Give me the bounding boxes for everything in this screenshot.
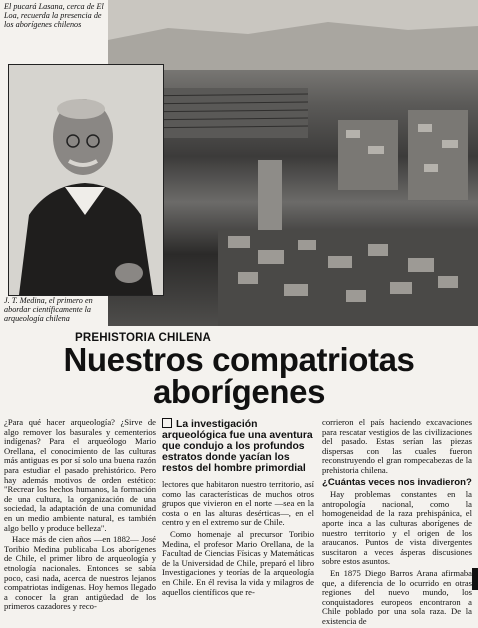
paragraph: Hace más de cien años —en 1882— José Toribio Medina publicaba Los aborígenes de Chile, el primer libro de arqueología y etnología nacionales. Entonces se sabía poco, casi nada, acerca de nuestros lejanos compatriotas indígenas. Hoy hemos llegado a conocer la gran antigüedad de los primeros cazadores y reco-: [4, 534, 156, 612]
section-kicker: PREHISTORIA CHILENA: [75, 332, 212, 344]
article-column-3: [322, 418, 472, 628]
subheading: ¿Cuántas veces nos invadieron?: [322, 476, 472, 488]
photo-caption-top: El pucará Lasana, cerca de El Loa, recuerda la presencia de los aborígenes chilenos: [4, 2, 104, 29]
portrait-caption: J. T. Medina, el primero en abordar científicamente la arqueología chilena: [4, 296, 93, 323]
page-edge-marker: [472, 568, 478, 590]
paragraph: Como homenaje al precursor Toribio Medina, el profesor Mario Orellana, de la Facultad de Ciencias Físicas y Matemáticas de la Universidad de Chile, preparó el libro Investigaciones y teorías de la arqueología en Chile. En él revisa la vida y milagros de aquellos científicos que re-: [162, 528, 314, 597]
portrait-photo: [8, 64, 164, 296]
headline: [0, 341, 478, 410]
article-column-1: [4, 418, 156, 614]
paragraph: Hay problemas constantes en la antropología nacional, como la homogeneidad de la raza prehispánica, el aporte inca a las culturas aborígenes de nuestro territorio y el origen de los araucanos. Puntos de vista divergentes suscitaron a veces ásperas discusiones sobre estos asuntos.: [322, 489, 472, 567]
headline-line-1: Nuestros compatriotas: [63, 341, 415, 378]
square-bullet-icon: [162, 418, 172, 428]
paragraph: lectores que habitaron nuestro territorio, así como las características de muchos otros grupos que vivieron en el norte —sea en la costa o en las alturas desérticas—, en el centro y en el extremo sur de Chile.: [162, 479, 314, 528]
paragraph: ¿Para qué hacer arqueología? ¿Sirve de algo remover los basurales y cementerios indígenas? Para el arqueólogo Mario Orellana, el conocimiento de las culturas más antiguas es por sí solo una buena razón para estudiar el pasado prehistórico. Pero hay además motivos de orden estético: "Recrear los hechos humanos, la formación de una cultura, la organización de una sociedad, la adaptación de una comunidad en un medio ambiente natural, es también algo bello y produce belleza".: [4, 417, 156, 533]
article-column-2: [162, 418, 314, 599]
lead-text: La investigación arqueológica fue una aventura que condujo a los profundos estratos donde yacían los restos del hombre primordial: [162, 419, 313, 474]
headline-line-2: aborígenes: [152, 373, 326, 410]
paragraph: corrieron el país haciendo excavaciones para rescatar vestigios de las civilizaciones del pasado. Estas serían las piezas dispersas con las cuales fueron reconstruyendo el gran rompecabezas de la prehistoria chilena.: [322, 417, 472, 475]
lead-block: [162, 418, 314, 474]
paragraph: En 1875 Diego Barros Arana afirmaba que, a diferencia de lo ocurrido en otras regiones del nuevo mundo, los conquistadores europeos encontraron a Chile poblado por una sola raza. De la existencia de: [322, 567, 472, 626]
